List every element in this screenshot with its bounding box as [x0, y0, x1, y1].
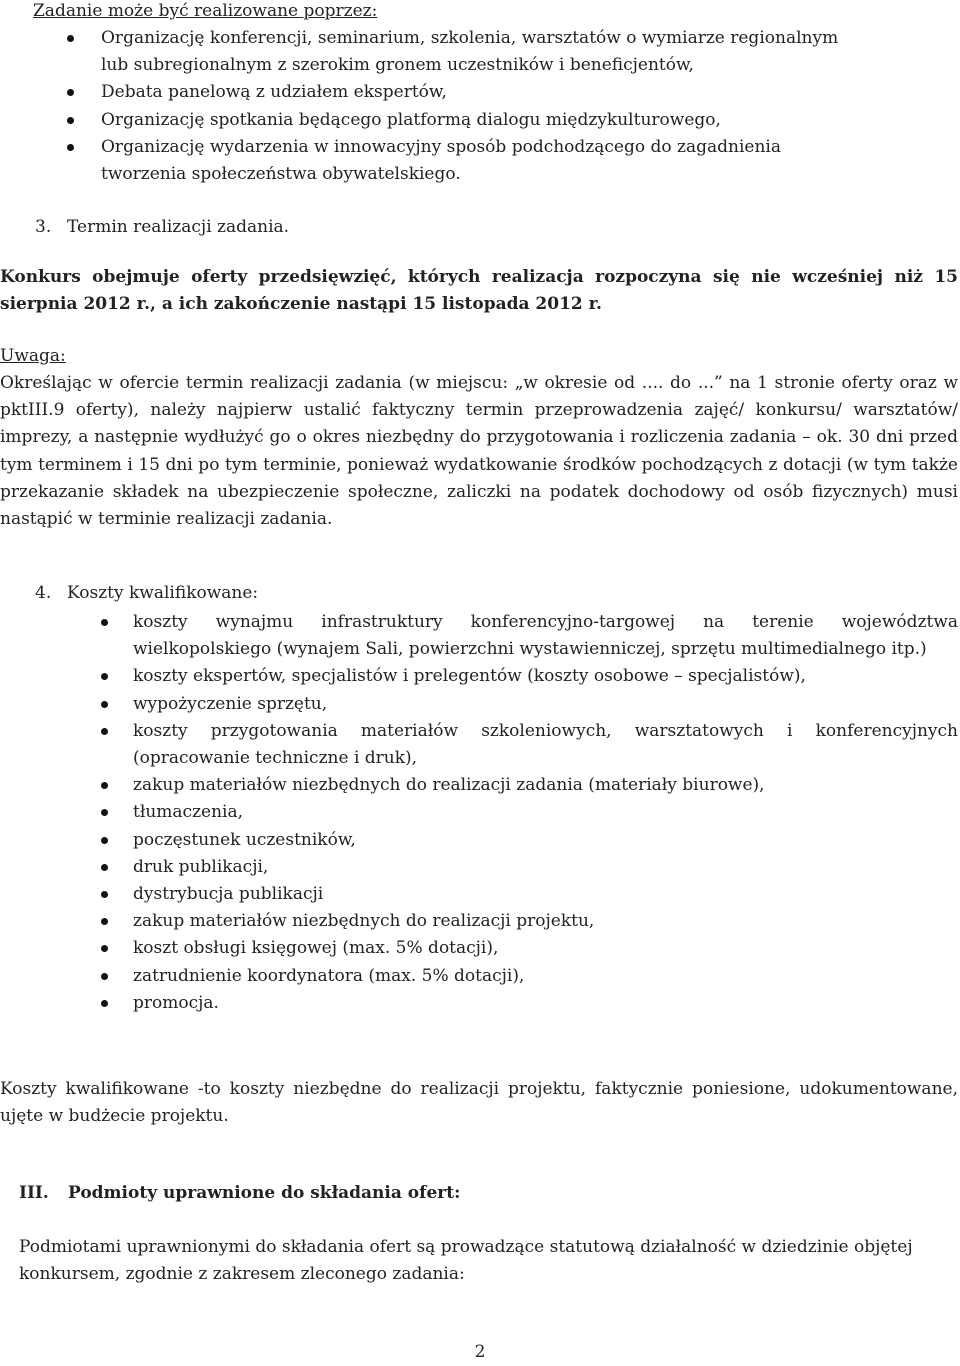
- list-item: koszty przygotowania materiałów szkoleniowych, warsztatowych i konferencyjnych (opracowanie techniczne i druk),: [0, 718, 958, 772]
- section-4-title: Koszty kwalifikowane:: [67, 583, 259, 603]
- list-item: Organizację wydarzenia w innowacyjny sposób podchodzącego do zagadnienia tworzenia społeczeństwa obywatelskiego.: [0, 134, 862, 188]
- list-item: tłumaczenia,: [0, 799, 958, 826]
- section-III-number: III.: [19, 1183, 49, 1203]
- section-3-title: Termin realizacji zadania.: [67, 217, 290, 237]
- note-text: Określając w ofercie termin realizacji zadania (w miejscu: „w okresie od .... do ...” na 1 stronie oferty oraz w pktIII.9 oferty), należy najpierw ustalić faktyczny termin przeprowadzenia zajęć/ konkursu/ warsztatów/ imprezy, a następnie wydłużyć go o okres niezbędny do przygotowania i rozliczenia zadania – ok. 30 dni przed tym terminem i 15 dni po tym terminie, ponieważ wydatkowanie środków pochodzących z dotacji (w tym także przekazanie składek na ubezpieczenie społeczne, zaliczki na podatek dochodowy od osób fizycznych) musi nastąpić w terminie realizacji zadania.: [0, 373, 958, 530]
- list-item: zakup materiałów niezbędnych do realizacji zadania (materiały biurowe),: [0, 772, 958, 799]
- intro-heading: Zadanie może być realizowane poprzez:: [33, 1, 378, 21]
- list-item: promocja.: [0, 990, 958, 1017]
- list-item: Debata panelową z udziałem ekspertów,: [0, 79, 862, 106]
- section-3-heading: [35, 214, 935, 241]
- list-item: poczęstunek uczestników,: [0, 827, 958, 854]
- section-III-text: Podmiotami uprawnionymi do składania ofert są prowadzące statutową działalność w dziedzinie objętej konkursem, zgodnie z zakresem zleconego zadania:: [19, 1237, 913, 1285]
- costs-definition: Koszty kwalifikowane -to koszty niezbędne do realizacji projektu, faktycznie poniesione, udokumentowane, ujęte w budżecie projektu.: [0, 1079, 958, 1127]
- list-item: dystrybucja publikacji: [0, 881, 958, 908]
- note-label: Uwaga:: [0, 346, 66, 366]
- list-item: Organizację spotkania będącego platformą dialogu międzykulturowego,: [0, 107, 862, 134]
- section-4-number: 4.: [35, 583, 52, 603]
- costs-list: [0, 609, 958, 1017]
- list-item: koszty wynajmu infrastruktury konferencyjno-targowej na terenie województwa wielkopolskiego (wynajem Sali, powierzchni wystawienniczej, sprzętu multimedialnego itp.): [0, 609, 958, 663]
- section-3-number: 3.: [35, 217, 52, 237]
- list-item: zatrudnienie koordynatora (max. 5% dotacji),: [0, 963, 958, 990]
- list-item: koszt obsługi księgowej (max. 5% dotacji),: [0, 935, 958, 962]
- list-item: koszty ekspertów, specjalistów i prelegentów (koszty osobowe – specjalistów),: [0, 663, 958, 690]
- list-item: Organizację konferencji, seminarium, szkolenia, warsztatów o wymiarze regionalnym lub subregionalnym z szerokim gronem uczestników i beneficjentów,: [0, 25, 862, 79]
- section-3-dates-paragraph: Konkurs obejmuje oferty przedsięwzięć, których realizacja rozpoczyna się nie wcześniej niż 15 sierpnia 2012 r., a ich zakończenie nastąpi 15 listopada 2012 r.: [0, 267, 958, 315]
- page-number: 2: [474, 1342, 486, 1362]
- section-4-heading: [35, 580, 935, 607]
- section-III-heading: [19, 1180, 919, 1207]
- intro-list: [0, 25, 862, 188]
- section-III-title: Podmioty uprawnione do składania ofert:: [68, 1183, 461, 1203]
- list-item: wypożyczenie sprzętu,: [0, 691, 958, 718]
- list-item: zakup materiałów niezbędnych do realizacji projektu,: [0, 908, 958, 935]
- list-item: druk publikacji,: [0, 854, 958, 881]
